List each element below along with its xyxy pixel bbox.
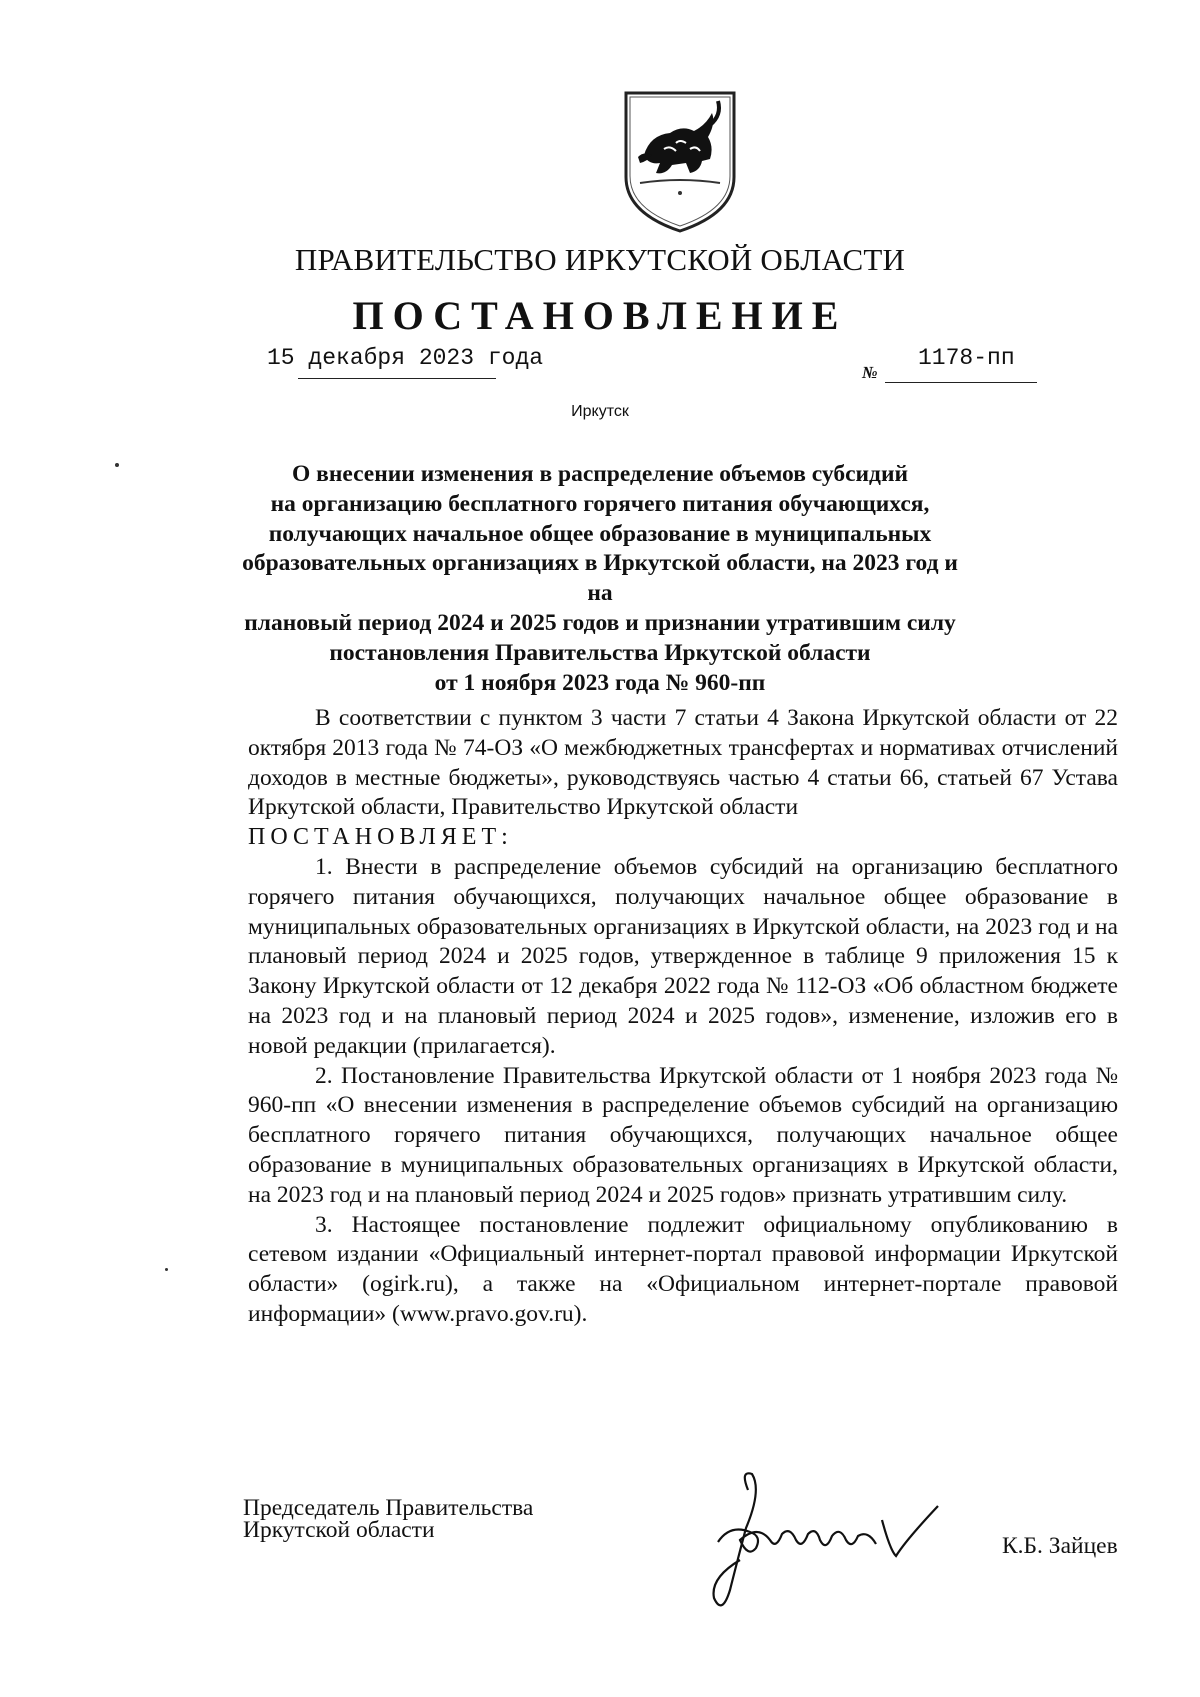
signatory-title xyxy=(243,1497,533,1541)
heading-line: образовательных организациях в Иркутской области, на 2023 год и на xyxy=(242,550,958,607)
government-name: ПРАВИТЕЛЬСТВО ИРКУТСКОЙ ОБЛАСТИ xyxy=(294,242,906,277)
document-city: Иркутск xyxy=(571,403,629,420)
heading-line: на организацию бесплатного горячего питания обучающихся, xyxy=(270,490,930,517)
document-body xyxy=(248,704,1118,1330)
document-type-title: ПОСТАНОВЛЕНИЕ xyxy=(352,293,848,338)
scan-speck xyxy=(115,463,119,467)
heading-line: постановления Правительства Иркутской области xyxy=(329,639,871,666)
signatory-title-line: Иркутской области xyxy=(243,1517,435,1543)
date-underline xyxy=(298,378,496,379)
heading-line: получающих начальное общее образование в муниципальных xyxy=(268,520,932,547)
decree-word: ПОСТАНОВЛЯЕТ: xyxy=(248,824,513,851)
document-number: 1178-пп xyxy=(918,345,1015,371)
preamble-paragraph: В соответствии с пунктом 3 части 7 статьи 4 Закона Иркутской области от 22 октября 2013 года № 74-ОЗ «О межбюджетных трансфертах и нормативах отчислений доходов в местные бюджеты», руководствуясь частью 4 статьи 66, статьей 67 Устава Иркутской области, Правительство Иркутской области xyxy=(248,705,1118,821)
signatory-title-line: Председатель Правительства xyxy=(243,1495,534,1521)
heading-line: О внесении изменения в распределение объемов субсидий xyxy=(291,461,909,487)
document-date: 15 декабря 2023 года xyxy=(267,345,544,371)
number-underline xyxy=(885,382,1037,383)
coat-of-arms-icon xyxy=(620,85,740,235)
heading-line: плановый период 2024 и 2025 годов и признании утратившим силу xyxy=(244,609,956,636)
signatory-name: К.Б. Зайцев xyxy=(1002,1533,1118,1559)
item-1-paragraph: 1. Внести в распределение объемов субсидий на организацию бесплатного горячего питания обучающихся, получающих начальное общее образование в муниципальных образовательных организациях в Иркутской области, на 2023 год и на плановый период 2024 и 2025 годов, утвержденное в таблице 9 приложения 15 к Закону Иркутской области от 12 декабря 2022 года № 112-ОЗ «Об областном бюджете на 2023 год и на плановый период 2024 и 2025 годов», изменение, изложив его в новой редакции (прилагается). xyxy=(248,853,1118,1059)
heading-line: от 1 ноября 2023 года № 960-пп xyxy=(434,669,766,696)
item-2-paragraph: 2. Постановление Правительства Иркутской области от 1 ноября 2023 года № 960-пп «О внесении изменения в распределение объемов субсидий на организацию бесплатного горячего питания обучающихся, получающих начальное общее образование в муниципальных образовательных организациях в Иркутской области, на 2023 год и на плановый период 2024 и 2025 годов» признать утратившим силу. xyxy=(248,1062,1118,1208)
item-3-paragraph: 3. Настоящее постановление подлежит официальному опубликованию в сетевом издании «Официальный интернет-портал правовой информации Иркутской области» (ogirk.ru), а также на «Официальном интернет-портале правовой информации» (www.pravo.gov.ru). xyxy=(248,1211,1118,1327)
scan-speck xyxy=(165,1268,168,1271)
document-heading xyxy=(240,460,960,698)
number-sign: № xyxy=(862,363,878,382)
handwritten-signature-icon xyxy=(700,1470,960,1620)
